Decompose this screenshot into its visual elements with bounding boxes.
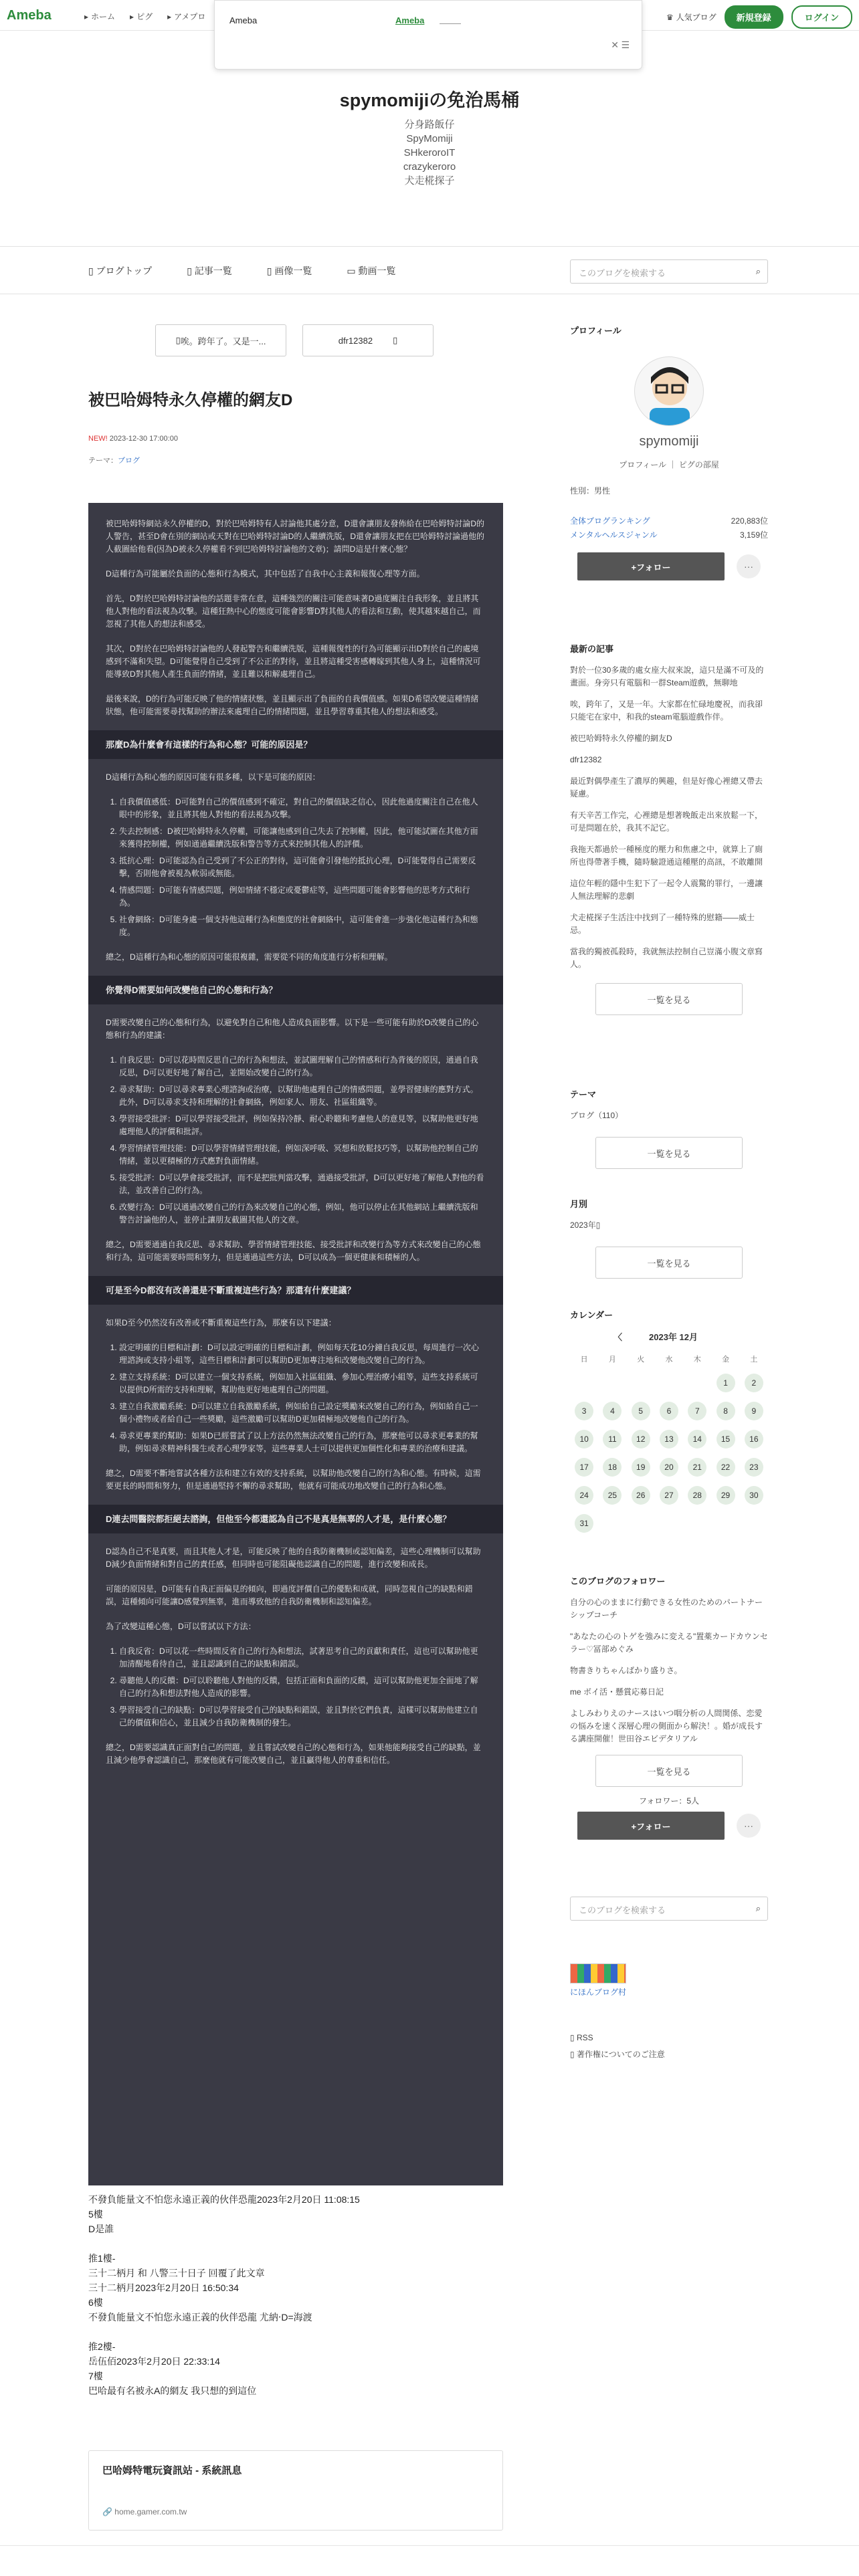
calendar-cell xyxy=(570,1430,598,1448)
ranking-overall[interactable]: 全体ブログランキング 220,883位 xyxy=(570,516,768,526)
weekday-label: 金 xyxy=(722,1356,730,1364)
video-icon: ▭ xyxy=(347,265,359,276)
comment-line: D是誰 xyxy=(88,2224,114,2234)
article-list-item: 1. 自我反省：D可以花一些時間反省自己的行為和想法，試著思考自己的貢獻和責任，這也可以幫助他更加清醒地看待自己，並且認識到自己的缺點和錯誤。 xyxy=(119,1645,486,1671)
calendar-day[interactable]: 9 xyxy=(745,1402,763,1420)
calendar-cell xyxy=(570,1458,598,1477)
calendar-cell xyxy=(740,1458,768,1477)
register-button[interactable]: 新規登録 xyxy=(725,5,783,29)
theme-section xyxy=(570,1087,768,1169)
weekday-label: 火 xyxy=(637,1356,645,1364)
article-paragraph: 被巴哈姆特網站永久停權的D，對於巴哈姆特有人討論他其處分意，D還會讓朋友發佈給在巴哈姆特討論D的人警告，甚至D會在別的網站或天對在巴哈姆特討論D的人繼續洗版，D還會讓朋友把在巴哈姆特討論過他的人截圖給他看(因為D被永久停權看不到巴哈姆特討論他的文章)；請問D這是什麼心態？ xyxy=(106,519,485,554)
calendar-cell xyxy=(711,1458,739,1477)
calendar-day[interactable]: 5 xyxy=(632,1402,650,1420)
followers-section xyxy=(570,1574,768,1840)
calendar-cell xyxy=(655,1402,683,1420)
follower-item[interactable]: 物書きりちゃんばかり盛りさ。 xyxy=(570,1666,682,1675)
footer-divider xyxy=(0,2545,859,2546)
calendar-cell xyxy=(598,1402,626,1420)
calendar-cell xyxy=(740,1486,768,1505)
spacer xyxy=(88,2236,503,2251)
calendar-day[interactable]: 3 xyxy=(575,1402,593,1420)
calendar-cell xyxy=(683,1430,711,1448)
article-list-item: 5. 接受批評：D可以學會接受批評，而不是把批判當攻擊，通過接受批評，D可以更好地了解他人對他的看法，並改善自己的行為。 xyxy=(119,1172,486,1197)
nav-video-list[interactable]: ▭ 動画一覧 xyxy=(347,265,396,276)
calendar-day[interactable]: 8 xyxy=(717,1402,735,1420)
article-paragraph: D需要改變自己的心態和行為，以避免對自己和他人造成負面影響。以下是一些可能有助於D改變自己的心態和行為的建議： xyxy=(106,1018,479,1040)
calendar-cell xyxy=(683,1486,711,1505)
rss-icon: ▯ xyxy=(570,2033,577,2042)
crown-icon: ♛ xyxy=(666,12,674,22)
latest-heading: 最新の記事 xyxy=(570,644,614,654)
followers-list-button[interactable]: 一覧を見る xyxy=(595,1755,743,1787)
comment-line: 岳伍佰2023年2月20日 22:33:14 xyxy=(88,2356,220,2367)
comment-line: 不發負能量文不怕您永遠正義的伙伴恐龍 尤納‧D=海渡 xyxy=(88,2312,312,2323)
calendar-day[interactable]: 6 xyxy=(660,1402,678,1420)
calendar-cell xyxy=(683,1458,711,1477)
follower-item[interactable]: me ボイ活・懸賞応募日記 xyxy=(570,1687,664,1697)
blogmura-badge[interactable] xyxy=(570,1963,768,1998)
calendar-day[interactable]: 22 xyxy=(717,1458,735,1477)
calendar-section xyxy=(570,1308,768,1533)
rss-link[interactable]: ▯ RSS xyxy=(570,2033,593,2042)
latest-entry[interactable]: 被巴哈姆特永久停權的網友D xyxy=(570,734,672,743)
calendar-day[interactable]: 27 xyxy=(660,1486,678,1505)
follower-item[interactable]: よしみわりえのナースはいつ咽分析の人間関係、恋愛の悩みを速く深層心理の側面から解決！。婚が成長する講座開催！世田谷エビデタリアル xyxy=(570,1709,763,1743)
blogmura-logo xyxy=(570,1963,626,1983)
calendar-cell xyxy=(711,1402,739,1420)
article-paragraph: 可能的原因是，D可能有自我正面偏見的傾向，即過度評價自己的優點和成就，同時忽視自己的缺點和錯誤，這種傾向可能讓D感覺到無辜，進而導致他的自我防衛機制和認知偏差。 xyxy=(106,1584,473,1606)
article-paragraph: D認為自己不是真要，而且其他人才是，可能反映了他的自我防衛機制或認知偏差，這些心理機制可以幫助D減少負面情緒和對自己的責任感，但同時也可能阻礙他認識自己的問題，進行改變和成長。 xyxy=(106,1547,481,1569)
calendar-empty xyxy=(683,1374,711,1392)
latest-entries xyxy=(570,642,768,1015)
article-paragraph: 首先，D對於巴哈姆特討論他的話題非常在意，這種強烈的關注可能意味著D過度關注自我形象，並且將其他人對他的看法視為攻擊。這種狂熱中心的態度可能會影響D對其他人的看法和互動，使其越來越自己，而忽視了其他人的想法和感受。 xyxy=(106,594,481,629)
article-question: 可是至今D都沒有改善還是不斷重複這些行為？那還有什麼建議？ xyxy=(88,1276,503,1305)
article-question: 那麼D為什麼會有這樣的行為和心態？可能的原因是？ xyxy=(88,730,503,759)
calendar-cell xyxy=(627,1458,655,1477)
calendar-day[interactable]: 16 xyxy=(745,1430,763,1448)
article-title[interactable]: 被巴哈姆特永久停權的網友D xyxy=(88,391,293,409)
article-body xyxy=(88,503,503,2185)
follower-item[interactable]: "あなたの心のトゲを強みに変える"置薬カードカウンセラー♡冨部めぐみ xyxy=(570,1632,768,1654)
article-list-item: 2. 失去控制感：D被巴哈姆特永久停權，可能讓他感到自己失去了控制權，因此，他可能試圖在其他方面來獲得控制權，例如通過繼續洗版和警告等方式來控制其他人的評價。 xyxy=(119,825,486,851)
nav-blog-top[interactable]: ▯ ブログトップ xyxy=(88,265,153,276)
notice-popup xyxy=(214,0,642,70)
nav-home[interactable]: ▸ ホーム xyxy=(84,11,116,21)
calendar-day[interactable]: 25 xyxy=(603,1486,622,1505)
article-list-item: 6. 改變行為：D可以通過改變自己的行為來改變自己的心態，例如，他可以停止在其他網站上繼續洗版和警告討論他的人，並停止讓朋友截圖其他人的文章。 xyxy=(119,1201,486,1226)
theme-link[interactable]: ブログ xyxy=(118,457,140,465)
calendar-cell xyxy=(598,1430,626,1448)
spacer xyxy=(88,2325,503,2339)
article-paragraph: 總之，D這種行為和心態的原因可能很複雜，需要從不同的角度進行分析和理解。 xyxy=(106,952,393,962)
article-list-item: 4. 尋求更專業的幫助：如果D已經嘗試了以上方法仍然無法改變自己的行為，那麼他可以尋求更專業的幫助，例如尋求精神科醫生或者心理學家等，這些專業人士可以提供更加個性化和專業的治療和建議。 xyxy=(119,1430,486,1455)
article-paragraph: 最後來說，D的行為可能反映了他的情緒狀態，並且顯示出了負面的自我價值感。如果D希望改變這種情緒狀態，他可能需要尋找幫助的辦法來處理自己的情緒問題，並且學習尊重其他人的想法和感受。 xyxy=(106,694,479,716)
month-list-button[interactable]: 一覧を見る xyxy=(595,1247,743,1279)
article-meta: NEW! 2023-12-30 17:00:00 xyxy=(88,435,178,443)
blog-title[interactable]: spymomijiの免治馬桶 xyxy=(339,90,520,110)
nav-pigg[interactable]: ▸ ピグ xyxy=(130,11,153,21)
article-list-item: 2. 建立支持系統：D可以建立一個支持系統，例如加入社區組織、參加心理治療小組等，這些支持系統可以提供D所需的支持和理解，幫助他更好地處理自己的問題。 xyxy=(119,1371,486,1396)
nav-amepro[interactable]: ▸ アメプロ xyxy=(167,11,206,21)
nav-entry-list[interactable]: ▯ 記事一覧 xyxy=(187,265,232,276)
calendar-empty xyxy=(598,1374,626,1392)
popular-blog-link[interactable]: ♛ 人気ブログ xyxy=(666,12,717,22)
followers-heading: このブログのフォロワー xyxy=(570,1576,666,1586)
theme-heading: テーマ xyxy=(570,1089,597,1099)
avatar[interactable] xyxy=(634,356,704,426)
comment-line: 推1樓- xyxy=(88,2253,116,2264)
follow-button[interactable]: +フォロー xyxy=(577,552,725,580)
chevron-left-icon: ▯ xyxy=(175,335,181,345)
article-list xyxy=(119,1645,486,1729)
footer-links xyxy=(570,2032,768,2061)
blogmura-link[interactable]: にほんブログ村 xyxy=(570,1988,627,1997)
profile-links[interactable]: プロフィール ｜ ピグの部屋 xyxy=(619,460,719,469)
article-paragraph: 為了改變這種心態，D可以嘗試以下方法： xyxy=(106,1622,256,1631)
follow-button-2[interactable]: +フォロー xyxy=(577,1812,725,1840)
calendar-cell xyxy=(627,1486,655,1505)
article-list-item: 2. 尋求幫助：D可以尋求專業心理諮詢或治療，以幫助他處理自己的情感問題，並學習健康的應對方式。此外，D可以尋求支持和理解的社會網絡，例如家人、朋友、社區組織等。 xyxy=(119,1083,486,1109)
calendar-day[interactable]: 28 xyxy=(688,1486,706,1505)
article-paragraph: 總之，D需要不斷地嘗試各種方法和建立有效的支持系統，以幫助他改變自己的行為和心態。有時候，這需要更長的時間和努力，但是通過堅持不懈的尋求幫助，他就有可能成功地改變自己的行為和心態。 xyxy=(106,1469,481,1491)
calendar-day[interactable]: 12 xyxy=(632,1430,650,1448)
calendar-day[interactable]: 24 xyxy=(575,1486,593,1505)
dot-icon: ▸ xyxy=(167,11,172,21)
calendar-day[interactable]: 4 xyxy=(603,1402,622,1420)
link-card[interactable]: 巴哈姆特電玩資訊站 - 系統訊息 🔗 home.gamer.com.tw xyxy=(88,2450,503,2531)
calendar-cell xyxy=(570,1514,598,1533)
calendar-day[interactable]: 7 xyxy=(688,1402,706,1420)
profile-section xyxy=(570,324,768,580)
article-list-item: 1. 自我價值感低：D可能對自己的價值感到不確定，對自己的價值缺乏信心，因此他過度關注自己在他人眼中的形象，並且將其他人對他的看法視為攻擊。 xyxy=(119,796,486,821)
prev-entry-button[interactable]: ▯ 唉。跨年了。又是一... xyxy=(155,324,286,356)
latest-entry[interactable]: 唉，跨年了，又是一年。大家都在忙碌地慶祝，而我卻只能宅在家中，和我的steam電腦遊戲作伴。 xyxy=(570,700,763,722)
calendar-cell xyxy=(627,1402,655,1420)
calendar-empty xyxy=(655,1374,683,1392)
login-button[interactable]: ログイン xyxy=(791,5,852,29)
calendar-prev-icon[interactable]: 〈 xyxy=(613,1332,622,1342)
article-paragraph: 總之，D需要認識真正面對自己的問題，並且嘗試改變自己的心態和行為，如果他能夠接受自己的缺點，並且減少他學會認識自己，那麼他就有可能改變自己，並且贏得他人的尊重和信任。 xyxy=(106,1743,481,1765)
weekday-label: 日 xyxy=(580,1356,588,1364)
latest-entry[interactable]: 有天辛苦工作完，心裡總是想著晚飯走出來放鬆一下，可是問題在於，我其不記它。 xyxy=(570,811,763,833)
comment-line: 推2樓- xyxy=(88,2341,116,2352)
calendar-day[interactable]: 18 xyxy=(603,1458,622,1477)
comment-text xyxy=(88,2192,503,2398)
theme-item[interactable]: ブログ（110） xyxy=(570,1111,624,1120)
article-list-item: 4. 情感問題：D可能有情感問題，例如情緒不穩定或憂鬱症等，這些問題可能會影響他的思考方式和行為。 xyxy=(119,884,486,909)
calendar-empty xyxy=(570,1374,598,1392)
calendar-heading: カレンダー xyxy=(570,1310,613,1320)
dot-icon: ▸ xyxy=(130,11,134,21)
profile-name[interactable]: spymomiji xyxy=(639,434,699,449)
article-list-item: 1. 自我反思：D可以花時間反思自己的行為和想法，並試圖理解自己的情感和行為背後的原因，通過自我反思，D可以更好地了解自己，並開始改變自己的行為。 xyxy=(119,1054,486,1079)
calendar-cell xyxy=(655,1430,683,1448)
popup-title: Ameba xyxy=(229,15,258,25)
calendar-day[interactable]: 19 xyxy=(632,1458,650,1477)
calendar-cell xyxy=(711,1430,739,1448)
article-list-item: 4. 學習情緒管理技能：D可以學習情緒管理技能，例如深呼吸、冥想和放鬆技巧等，以幫助他控制自己的情緒，並以更積極的方式應對負面情緒。 xyxy=(119,1142,486,1168)
article-list xyxy=(119,796,486,939)
home-icon: ▯ xyxy=(88,265,96,276)
calendar-day[interactable]: 26 xyxy=(632,1486,650,1505)
calendar-day[interactable]: 20 xyxy=(660,1458,678,1477)
doc-icon: ▯ xyxy=(570,2050,577,2059)
comment-line: 巴哈最有名被永A的網友 我只想的到這位 xyxy=(88,2385,257,2396)
calendar-cell xyxy=(655,1458,683,1477)
article-list-item: 2. 尋聽他人的反饋：D可以聆聽他人對他的反饋，包括正面和負面的反饋，這可以幫助他更加全面地了解自己的行為和想法對他人造成的影響。 xyxy=(119,1675,486,1700)
follower-item[interactable]: 自分の心のままに行動できる女性のためのパートナーシップコーチ xyxy=(570,1598,763,1620)
search-icon[interactable]: ⌕ xyxy=(755,266,761,276)
link-card-url: 🔗 home.gamer.com.tw xyxy=(102,2507,187,2516)
article-list xyxy=(119,1054,486,1226)
ranking-genre[interactable]: メンタルヘルスジャンル 3,159位 xyxy=(570,530,768,540)
calendar-cell xyxy=(570,1486,598,1505)
calendar-day[interactable]: 17 xyxy=(575,1458,593,1477)
calendar-day[interactable]: 29 xyxy=(717,1486,735,1505)
list-icon: ▯ xyxy=(187,265,195,276)
global-nav xyxy=(84,11,205,22)
article-paragraph: 其次，D對於在巴哈姆特討論他的人發起警告和繼續洗版，這種報復性的行為可能顯示出D對於自己的處境感到不滿和失望。D可能覺得自己受到了不公正的對待，並且將這種受害感轉嫁到其他人身上，這種情況可能導致D對其他人產生負面的情緒，並且難以和解處理自己。 xyxy=(106,644,481,679)
calendar-day[interactable]: 21 xyxy=(688,1458,706,1477)
copyright-link[interactable]: ▯ 著作権についてのご注意 xyxy=(570,2050,665,2059)
article-list-item: 3. 學習接受批評：D可以學習接受批評，例如保持冷靜、耐心聆聽和考慮他人的意見等，以幫助他更好地處理他人的評價和批評。 xyxy=(119,1113,486,1138)
calendar-grid xyxy=(570,1354,768,1533)
latest-entry[interactable]: 當我的獨被孤殺時，我就無法控制自己豈滿小腹文章寫人。 xyxy=(570,947,763,969)
calendar-day[interactable]: 14 xyxy=(688,1430,706,1448)
article-theme: テーマ：ブログ xyxy=(88,457,140,465)
article-list-item: 1. 設定明確的目標和計劃：D可以設定明確的目標和計劃，例如每天花10分鐘自我反思，每周進行一次心理諮詢或支持小組等，這些目標和計劃可以幫助D更加專注地和改變他改變自己的行為。 xyxy=(119,1341,486,1367)
calendar-cell xyxy=(598,1486,626,1505)
profile-heading: プロフィール xyxy=(570,326,622,336)
latest-entry[interactable]: 這位年輕的隱中生犯下了一起令人震驚的罪行，一邊讓人無法理解的悲劇 xyxy=(570,879,763,901)
month-heading: 月別 xyxy=(570,1199,588,1209)
theme-list-button[interactable]: 一覧を見る xyxy=(595,1137,743,1169)
next-entry-button[interactable]: dfr12382 ▯ xyxy=(302,324,434,356)
calendar-empty xyxy=(627,1374,655,1392)
blog-description: 分身路飯仔 SpyMomiji SHkeroroIT crazykeroro 犬走椛探子 xyxy=(403,119,456,187)
calendar-cell xyxy=(570,1402,598,1420)
calendar-cell xyxy=(598,1458,626,1477)
article-paragraph: 總之，D需要通過自我反思、尋求幫助、學習情緒管理技能、接受批評和改變行為等方式來改變自己的心態和行為，這可能需要時間和努力，但是通過這些方法，D可以成為一個更健康和積極的人。 xyxy=(106,1240,481,1262)
calendar-cell xyxy=(740,1402,768,1420)
blog-search-input-2[interactable]: このブログを検索する ⌕ xyxy=(570,1897,768,1921)
latest-entry[interactable]: 最近對偶學產生了濃厚的興趣，但是好像心裡總又帶去疑慮。 xyxy=(570,776,763,798)
calendar-cell xyxy=(740,1374,768,1392)
weekday-label: 水 xyxy=(665,1356,673,1364)
gender: 性別：男性 xyxy=(570,486,611,496)
article-paragraph: 如果D至今仍然沒有改善或不斷重複這些行為，那麼有以下建議： xyxy=(106,1318,337,1327)
article-list-item: 3. 抵抗心理：D可能認為自己受到了不公正的對待，這可能會引發他的抵抗心理，D可能覺得自己需要反擊，否則他會被視為軟弱或無能。 xyxy=(119,855,486,880)
calendar-cell xyxy=(711,1374,739,1392)
month-item[interactable]: 2023年▯ xyxy=(570,1220,601,1230)
comment-line: 6樓 xyxy=(88,2297,103,2308)
popup-divider xyxy=(440,23,461,24)
more-icon[interactable]: ··· xyxy=(737,554,761,578)
latest-entry[interactable]: 對於一位30多歲的處女座大叔來說，這只是滿不可及的畫面。身旁只有電腦和一群Steam遊戲，無聊地 xyxy=(570,665,764,687)
ameba-logo[interactable]: Ameba xyxy=(7,8,52,23)
latest-entry[interactable]: 犬走椛探子生活注中找到了一種特殊的慰籍——威士忌。 xyxy=(570,913,755,935)
calendar-day[interactable]: 13 xyxy=(660,1430,678,1448)
calendar-cell xyxy=(711,1486,739,1505)
calendar-cell xyxy=(655,1486,683,1505)
link-icon: 🔗 xyxy=(102,2507,115,2516)
article-question: 你覺得D需要如何改變他自己的心態和行為？ xyxy=(88,976,503,1004)
close-icon[interactable]: ✕ xyxy=(611,39,619,50)
calendar-cell xyxy=(740,1430,768,1448)
calendar-day[interactable]: 15 xyxy=(717,1430,735,1448)
blog-search-input[interactable]: このブログを検索する ⌕ xyxy=(570,259,768,284)
menu-icon[interactable]: ☰ xyxy=(621,39,630,50)
calendar-day[interactable]: 10 xyxy=(575,1430,593,1448)
comment-line: 5樓 xyxy=(88,2209,103,2220)
more-icon-2[interactable]: ··· xyxy=(737,1814,761,1838)
calendar-day[interactable]: 2 xyxy=(745,1374,763,1392)
month-section xyxy=(570,1197,768,1279)
calendar-month: 2023年 12月 xyxy=(649,1332,698,1342)
article-list-item: 3. 學習接受自己的缺點：D可以學習接受自己的缺點和錯誤，並且對於它們負責，這樣可以幫助他建立自己的價值和信心，並且減少自我防衛機制的發生。 xyxy=(119,1704,486,1729)
article-list-item: 5. 社會網絡：D可能身處一個支持他這種行為和態度的社會網絡中，這可能會進一步強化他這種行為和態度。 xyxy=(119,914,486,939)
calendar-day[interactable]: 30 xyxy=(745,1486,763,1505)
article-paragraph: D這種行為可能屬於負面的心態和行為模式，其中包括了自我中心主義和報復心理等方面。 xyxy=(106,569,425,578)
article-list-item: 3. 建立自我激勵系統：D可以建立自我激勵系統，例如給自己設定獎勵來改變自己的行為，例如給自己一個小禮物或者給自己一些獎勵，這些激勵可以幫助D更加積極地改變他自己的行為。 xyxy=(119,1400,486,1426)
search-icon-2[interactable]: ⌕ xyxy=(755,1903,761,1913)
calendar-day[interactable]: 23 xyxy=(745,1458,763,1477)
comment-line: 不發負能量文不怕您永遠正義的伙伴恐龍2023年2月20日 11:08:15 xyxy=(88,2194,360,2205)
popup-link[interactable]: Ameba xyxy=(395,15,425,25)
article-list xyxy=(119,1341,486,1455)
calendar-day[interactable]: 1 xyxy=(717,1374,735,1392)
chevron-right-icon: ▯ xyxy=(393,335,398,345)
weekday-label: 木 xyxy=(693,1356,701,1364)
image-icon: ▯ xyxy=(266,265,275,276)
calendar-day[interactable]: 11 xyxy=(603,1430,622,1448)
weekday-label: 土 xyxy=(750,1356,758,1364)
latest-entry[interactable]: dfr12382 xyxy=(570,755,602,764)
latest-entry[interactable]: 我拖天都過於一種極度的壓力和焦慮之中，就算上了廁所也得帶著手機，隨時驗證通這種壓的高訊，不敢離開 xyxy=(570,845,763,867)
nav-image-list[interactable]: ▯ 画像一覧 xyxy=(266,265,312,276)
latest-list-button[interactable]: 一覧を見る xyxy=(595,983,743,1015)
comment-line: 三十二柄月 和 八警三十日子 回覆了此文章 xyxy=(88,2268,265,2278)
calendar-cell xyxy=(627,1430,655,1448)
calendar-cell xyxy=(683,1402,711,1420)
article-paragraph: D這種行為和心態的原因可能有很多種，以下是可能的原因： xyxy=(106,772,320,782)
comment-line: 三十二柄月2023年2月20日 16:50:34 xyxy=(88,2282,239,2293)
dot-icon: ▸ xyxy=(84,11,89,21)
comment-line: 7樓 xyxy=(88,2371,103,2381)
article-question: D連去問醫院都拒絕去諮詢，但他至今都還認為自己不是真是無辜的人才是，是什麼心態？ xyxy=(88,1505,503,1533)
follower-count: フォロワー：5人 xyxy=(638,1796,700,1806)
calendar-day[interactable]: 31 xyxy=(575,1514,593,1533)
weekday-label: 月 xyxy=(608,1356,616,1364)
